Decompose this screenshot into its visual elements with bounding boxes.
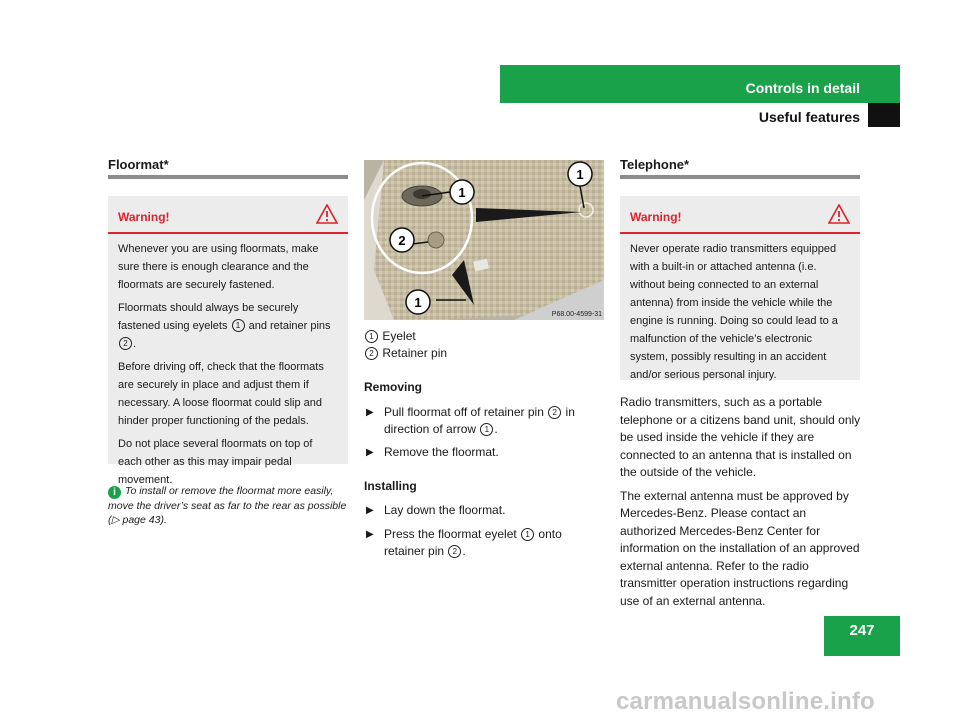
telephone-title: Telephone* (620, 157, 690, 172)
callout-1-icon (450, 180, 474, 204)
callout-1-icon: 1 (521, 528, 534, 541)
callout-2-icon: 2 (448, 545, 461, 558)
arrow-icon: ▶ (366, 447, 374, 458)
removing-step: ▶ Remove the floormat. (366, 445, 499, 459)
legend-item: 1 Eyelet (364, 328, 604, 345)
floormat-warning-box (108, 196, 348, 486)
telephone-rule (620, 175, 860, 179)
telephone-body (620, 394, 862, 616)
warning-triangle-icon (828, 204, 850, 224)
figure-code: P68.00-4599-31 (551, 311, 602, 318)
telephone-warning-box (620, 196, 860, 380)
warning-paragraph: Floormats should always be securely fastened using eyelets 1 and retainer pins 2 . (118, 302, 331, 350)
header-marker (868, 103, 900, 127)
arrow-icon: ▶ (366, 505, 374, 516)
legend-item: 2 Retainer pin (364, 345, 604, 362)
callout-2-icon: 2 (365, 347, 378, 360)
callout-2-icon (390, 228, 414, 252)
installing-heading: Installing (364, 479, 417, 493)
floormat-rule (108, 175, 348, 179)
svg-text:1: 1 (414, 295, 422, 310)
svg-text:1: 1 (458, 185, 466, 200)
callout-2-icon: 2 (548, 406, 561, 419)
warning-paragraph: Whenever you are using floormats, make sure there is enough clearance and the floormats are securely fastened. (118, 243, 319, 291)
section-subtitle: Useful features (758, 109, 860, 125)
body-paragraph: The external antenna must be approved by Mercedes-Benz. Please contact an authorized Mercedes-Benz Center for information on the installation of an approved external antenna. Refer to the radio transmitter operation instructions regarding use of an external antenna. (620, 488, 860, 608)
removing-heading: Removing (364, 380, 423, 394)
floormat-note: i To install or remove the floormat more easily, move the driver’s seat as far to the rear as possible (▷ page 43). (108, 485, 347, 526)
warning-triangle-icon (316, 204, 338, 224)
installing-step: ▶ Lay down the floormat. (366, 503, 506, 517)
page-number: 247 (824, 616, 900, 656)
callout-1-icon: 1 (480, 423, 493, 436)
figure-legend (364, 328, 604, 362)
callout-1-icon (406, 290, 430, 314)
warning-paragraph: Never operate radio transmitters equipped with a built-in or attached antenna (i.e. without being connected to an external antenna) from inside the vehicle while the engine is running. Doing so could lead to a malfunction of the vehicle’s electronic system, possibly resulting in an accident and/or serious personal injury. (630, 243, 838, 381)
info-icon: i (108, 486, 121, 499)
body-paragraph: Radio transmitters, such as a portable telephone or a citizens band unit, should only be used inside the vehicle if they are connected to an antenna that is installed on the outside of the vehicle. (620, 395, 861, 479)
floormat-title: Floormat* (108, 157, 169, 172)
svg-text:1: 1 (576, 167, 584, 182)
warning-paragraph: Do not place several floormats on top of each other as this may impair pedal movement. (118, 438, 313, 486)
callout-2-icon: 2 (119, 337, 132, 350)
callout-1-icon (568, 162, 592, 186)
callout-1-icon: 1 (365, 330, 378, 343)
removing-step: ▶ Pull floormat off of retainer pin 2 in direction of arrow 1 . (366, 405, 575, 436)
watermark: carmanualsonline.info (616, 688, 875, 715)
installing-step: ▶ Press the floormat eyelet 1 onto retainer pin 2 . (366, 527, 562, 558)
svg-text:2: 2 (398, 233, 406, 248)
section-title: Controls in detail (745, 80, 860, 96)
floormat-illustration (364, 160, 604, 320)
arrow-icon: ▶ (366, 529, 374, 540)
warning-label: Warning! (630, 210, 682, 224)
arrow-icon: ▶ (366, 407, 374, 418)
warning-paragraph: Before driving off, check that the floormats are securely in place and adjust them if necessary. A loose floormat could slip and hinder proper functioning of the pedals. (118, 361, 324, 427)
callout-1-icon: 1 (232, 319, 245, 332)
warning-label: Warning! (118, 210, 170, 224)
